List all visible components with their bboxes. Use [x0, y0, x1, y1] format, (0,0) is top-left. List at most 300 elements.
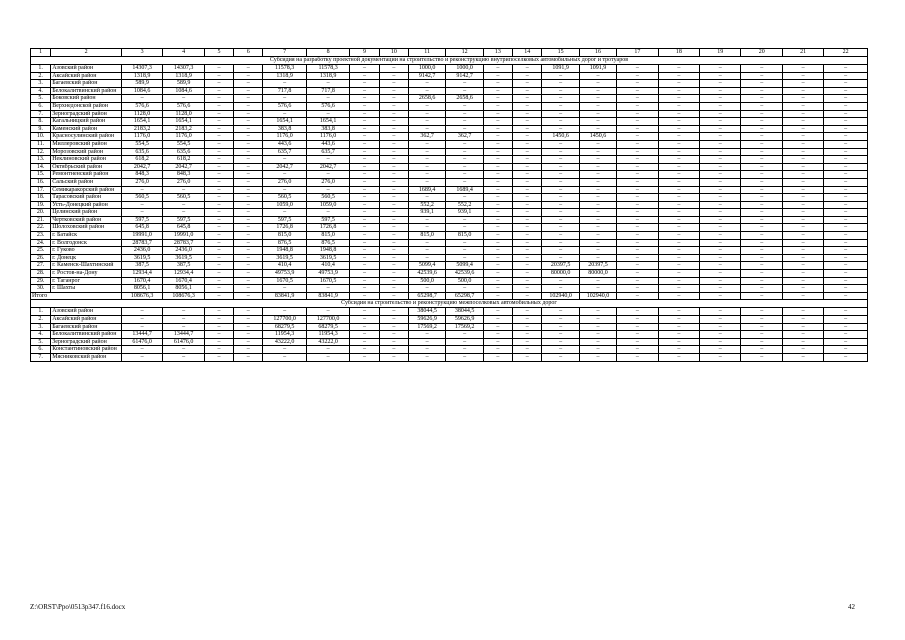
value-cell: – — [483, 102, 512, 110]
value-cell: – — [782, 254, 823, 262]
value-cell: – — [408, 224, 445, 232]
row-number: 8. — [31, 118, 51, 126]
district-name: Чертковский район — [51, 216, 122, 224]
value-cell: – — [234, 87, 263, 95]
value-cell: – — [617, 262, 658, 270]
value-cell: – — [658, 353, 699, 361]
value-cell: – — [741, 216, 782, 224]
value-cell: – — [446, 148, 483, 156]
value-cell: 68279,5 — [306, 323, 349, 331]
value-cell: – — [824, 338, 868, 346]
value-cell: – — [204, 125, 233, 133]
value-cell: 1689,4 — [446, 186, 483, 194]
value-cell: 17569,2 — [446, 323, 483, 331]
value-cell: – — [350, 72, 379, 80]
value-cell: – — [542, 140, 579, 148]
value-cell: – — [163, 346, 204, 354]
value-cell: 9142,7 — [408, 72, 445, 80]
value-cell: – — [658, 239, 699, 247]
value-cell: – — [483, 331, 512, 339]
value-cell: – — [483, 346, 512, 354]
value-cell: – — [379, 133, 408, 141]
value-cell: – — [513, 262, 542, 270]
value-cell: – — [700, 72, 741, 80]
page-number: 42 — [848, 603, 855, 611]
value-cell: – — [700, 80, 741, 88]
value-cell: 2658,6 — [446, 95, 483, 103]
value-cell: – — [513, 201, 542, 209]
value-cell: 443,6 — [306, 140, 349, 148]
value-cell: – — [542, 353, 579, 361]
value-cell: 1670,5 — [263, 277, 306, 285]
table-row — [31, 65, 868, 73]
district-name: Багаевский район — [51, 323, 122, 331]
value-cell: – — [741, 65, 782, 73]
value-cell: 59626,9 — [408, 316, 445, 324]
row-number: 11. — [31, 140, 51, 148]
value-cell: – — [782, 80, 823, 88]
value-cell: – — [542, 148, 579, 156]
value-cell: – — [121, 308, 162, 316]
value-cell: – — [824, 65, 868, 73]
value-cell: – — [379, 186, 408, 194]
value-cell: 19991,0 — [121, 232, 162, 240]
column-number: 1 — [31, 49, 51, 57]
value-cell: – — [483, 216, 512, 224]
value-cell: – — [579, 316, 616, 324]
district-name: Тарасовский район — [51, 194, 122, 202]
table-row — [31, 102, 868, 110]
row-number: 3. — [31, 80, 51, 88]
value-cell: – — [204, 87, 233, 95]
value-cell: – — [234, 156, 263, 164]
value-cell: – — [379, 87, 408, 95]
value-cell: – — [700, 254, 741, 262]
value-cell: – — [234, 262, 263, 270]
value-cell: – — [658, 125, 699, 133]
value-cell: – — [824, 308, 868, 316]
value-cell: – — [542, 338, 579, 346]
value-cell: – — [350, 270, 379, 278]
row-number: 6. — [31, 102, 51, 110]
value-cell: – — [782, 194, 823, 202]
value-cell: – — [234, 110, 263, 118]
column-number: 7 — [263, 49, 306, 57]
value-cell: – — [513, 95, 542, 103]
value-cell: – — [379, 118, 408, 126]
value-cell: – — [263, 209, 306, 217]
district-name: г. Гуково — [51, 247, 122, 255]
value-cell: 1948,8 — [306, 247, 349, 255]
value-cell: – — [204, 224, 233, 232]
value-cell: – — [306, 80, 349, 88]
table-row — [31, 216, 868, 224]
value-cell: – — [379, 346, 408, 354]
value-cell: – — [350, 133, 379, 141]
value-cell: 618,2 — [121, 156, 162, 164]
value-cell: – — [579, 239, 616, 247]
value-cell: 1091,9 — [542, 65, 579, 73]
value-cell: – — [617, 232, 658, 240]
value-cell: 80000,0 — [542, 270, 579, 278]
value-cell: – — [824, 186, 868, 194]
value-cell: 42539,6 — [446, 270, 483, 278]
value-cell: 1318,9 — [121, 72, 162, 80]
value-cell: – — [350, 87, 379, 95]
value-cell: 410,4 — [306, 262, 349, 270]
value-cell: – — [579, 72, 616, 80]
value-cell: – — [234, 171, 263, 179]
value-cell: – — [741, 308, 782, 316]
value-cell: – — [782, 95, 823, 103]
row-number: 27. — [31, 262, 51, 270]
value-cell: – — [741, 316, 782, 324]
value-cell: 80000,0 — [579, 270, 616, 278]
value-cell: – — [379, 308, 408, 316]
value-cell: – — [513, 194, 542, 202]
value-cell: 11578,3 — [263, 65, 306, 73]
value-cell: – — [379, 148, 408, 156]
value-cell: 383,8 — [306, 125, 349, 133]
district-name: Мясниковский район — [51, 353, 122, 361]
value-cell: 848,3 — [121, 171, 162, 179]
value-cell: 383,8 — [263, 125, 306, 133]
value-cell: – — [741, 194, 782, 202]
value-cell: – — [782, 224, 823, 232]
value-cell: – — [234, 346, 263, 354]
total-value: 102940,0 — [579, 292, 616, 300]
value-cell: 42539,6 — [408, 270, 445, 278]
table-row — [31, 72, 868, 80]
value-cell: – — [483, 316, 512, 324]
value-cell: – — [163, 353, 204, 361]
row-number: 2. — [31, 316, 51, 324]
district-name: г. Шахты — [51, 285, 122, 293]
value-cell: – — [408, 118, 445, 126]
value-cell: – — [658, 140, 699, 148]
value-cell: 635,7 — [263, 148, 306, 156]
value-cell: – — [408, 239, 445, 247]
value-cell: – — [542, 308, 579, 316]
value-cell: 552,2 — [408, 201, 445, 209]
value-cell: – — [483, 163, 512, 171]
value-cell: – — [700, 239, 741, 247]
value-cell: – — [483, 247, 512, 255]
value-cell: – — [741, 178, 782, 186]
value-cell: – — [204, 148, 233, 156]
value-cell: – — [617, 125, 658, 133]
value-cell: 2436,0 — [121, 247, 162, 255]
value-cell: – — [379, 247, 408, 255]
value-cell: 1084,6 — [121, 87, 162, 95]
value-cell: – — [263, 95, 306, 103]
value-cell: 560,5 — [306, 194, 349, 202]
value-cell: – — [350, 110, 379, 118]
value-cell: – — [782, 140, 823, 148]
row-number: 29. — [31, 277, 51, 285]
value-cell: – — [542, 254, 579, 262]
value-cell: 19991,0 — [163, 232, 204, 240]
table-row — [31, 186, 868, 194]
value-cell: 17569,2 — [408, 323, 445, 331]
value-cell: – — [379, 163, 408, 171]
value-cell: – — [542, 316, 579, 324]
value-cell: – — [446, 353, 483, 361]
value-cell: – — [542, 163, 579, 171]
value-cell: – — [741, 353, 782, 361]
district-name: Миллеровский район — [51, 140, 122, 148]
column-number: 9 — [350, 49, 379, 57]
value-cell: – — [658, 308, 699, 316]
value-cell: – — [204, 72, 233, 80]
value-cell: 635,7 — [306, 148, 349, 156]
value-cell: – — [782, 156, 823, 164]
value-cell: – — [741, 95, 782, 103]
value-cell: – — [350, 178, 379, 186]
value-cell: – — [204, 239, 233, 247]
value-cell: – — [204, 270, 233, 278]
value-cell: – — [542, 224, 579, 232]
value-cell: – — [446, 338, 483, 346]
value-cell: – — [204, 232, 233, 240]
value-cell: – — [121, 95, 162, 103]
value-cell: – — [824, 148, 868, 156]
value-cell: – — [263, 353, 306, 361]
value-cell: – — [306, 346, 349, 354]
value-cell: – — [617, 194, 658, 202]
district-name: Верхнедонской район — [51, 102, 122, 110]
district-name: Белокалитвинский район — [51, 331, 122, 339]
value-cell: – — [446, 216, 483, 224]
value-cell: – — [700, 316, 741, 324]
value-cell: – — [579, 125, 616, 133]
value-cell: – — [542, 331, 579, 339]
total-value: – — [824, 292, 868, 300]
value-cell: 276,0 — [163, 178, 204, 186]
value-cell: – — [513, 125, 542, 133]
value-cell: – — [782, 308, 823, 316]
value-cell: – — [234, 72, 263, 80]
value-cell: – — [204, 338, 233, 346]
value-cell: 2042,7 — [121, 163, 162, 171]
value-cell: – — [579, 118, 616, 126]
value-cell: – — [379, 277, 408, 285]
row-number: 15. — [31, 171, 51, 179]
value-cell: – — [782, 201, 823, 209]
value-cell: – — [513, 178, 542, 186]
value-cell: – — [306, 156, 349, 164]
value-cell: 43222,0 — [306, 338, 349, 346]
value-cell: – — [542, 95, 579, 103]
district-name: Семикаракорский район — [51, 186, 122, 194]
value-cell: – — [483, 118, 512, 126]
value-cell: – — [234, 148, 263, 156]
value-cell: – — [513, 209, 542, 217]
value-cell: – — [824, 133, 868, 141]
value-cell: – — [204, 194, 233, 202]
value-cell: – — [379, 316, 408, 324]
value-cell: – — [163, 209, 204, 217]
value-cell: – — [782, 72, 823, 80]
value-cell: – — [741, 254, 782, 262]
value-cell: – — [824, 270, 868, 278]
value-cell: – — [121, 201, 162, 209]
table-row — [31, 178, 868, 186]
value-cell: – — [824, 209, 868, 217]
value-cell: – — [163, 186, 204, 194]
value-cell: – — [782, 323, 823, 331]
value-cell: – — [617, 118, 658, 126]
value-cell: – — [579, 331, 616, 339]
value-cell: – — [782, 216, 823, 224]
value-cell: – — [408, 163, 445, 171]
row-number: 3. — [31, 323, 51, 331]
value-cell: – — [379, 224, 408, 232]
value-cell: – — [234, 133, 263, 141]
value-cell: 28783,7 — [121, 239, 162, 247]
district-name: Усть-Донецкий район — [51, 201, 122, 209]
value-cell: – — [542, 110, 579, 118]
value-cell: – — [306, 110, 349, 118]
column-number: 13 — [483, 49, 512, 57]
value-cell: 939,1 — [408, 209, 445, 217]
column-number: 20 — [741, 49, 782, 57]
column-number: 15 — [542, 49, 579, 57]
row-number: 24. — [31, 239, 51, 247]
value-cell: – — [741, 346, 782, 354]
value-cell: 12934,4 — [163, 270, 204, 278]
value-cell: 1654,1 — [263, 118, 306, 126]
total-value: – — [741, 292, 782, 300]
value-cell: 11954,3 — [263, 331, 306, 339]
value-cell: – — [234, 163, 263, 171]
value-cell: – — [579, 194, 616, 202]
value-cell: – — [579, 232, 616, 240]
section-title-row — [31, 300, 868, 308]
value-cell: – — [513, 353, 542, 361]
value-cell: 2658,6 — [408, 95, 445, 103]
subsidy-table — [30, 48, 868, 362]
value-cell: – — [741, 163, 782, 171]
value-cell: – — [824, 178, 868, 186]
value-cell: – — [408, 87, 445, 95]
value-cell: – — [483, 87, 512, 95]
district-name: Морозовский район — [51, 148, 122, 156]
table-row — [31, 270, 868, 278]
value-cell: – — [350, 118, 379, 126]
value-cell: – — [741, 110, 782, 118]
budget-table-sheet — [30, 48, 868, 362]
value-cell: – — [234, 338, 263, 346]
value-cell: – — [824, 232, 868, 240]
value-cell: – — [658, 133, 699, 141]
value-cell: – — [408, 254, 445, 262]
value-cell: – — [513, 216, 542, 224]
district-name: Азовский район — [51, 308, 122, 316]
value-cell: – — [741, 72, 782, 80]
district-name: Аксайский район — [51, 316, 122, 324]
value-cell: – — [782, 338, 823, 346]
value-cell: – — [483, 156, 512, 164]
value-cell: 3619,5 — [163, 254, 204, 262]
table-row — [31, 232, 868, 240]
value-cell: – — [579, 171, 616, 179]
value-cell: – — [234, 118, 263, 126]
value-cell: – — [263, 80, 306, 88]
value-cell: 410,4 — [263, 262, 306, 270]
value-cell: – — [379, 80, 408, 88]
value-cell: – — [782, 353, 823, 361]
value-cell: – — [306, 209, 349, 217]
value-cell: – — [379, 338, 408, 346]
value-cell: – — [579, 80, 616, 88]
value-cell: – — [513, 239, 542, 247]
value-cell: – — [741, 156, 782, 164]
row-number: 19. — [31, 201, 51, 209]
value-cell: – — [446, 156, 483, 164]
value-cell: – — [408, 171, 445, 179]
value-cell: – — [824, 156, 868, 164]
value-cell: – — [513, 118, 542, 126]
value-cell: – — [234, 308, 263, 316]
total-row — [31, 292, 868, 300]
row-number: 17. — [31, 186, 51, 194]
value-cell: – — [700, 110, 741, 118]
value-cell: – — [379, 194, 408, 202]
value-cell: – — [306, 353, 349, 361]
column-number: 6 — [234, 49, 263, 57]
value-cell: – — [204, 353, 233, 361]
value-cell: – — [483, 232, 512, 240]
value-cell: – — [741, 87, 782, 95]
value-cell: – — [513, 232, 542, 240]
value-cell: – — [446, 178, 483, 186]
value-cell: – — [658, 87, 699, 95]
value-cell: – — [579, 308, 616, 316]
row-number: 7. — [31, 110, 51, 118]
value-cell: 576,6 — [121, 102, 162, 110]
value-cell: – — [658, 118, 699, 126]
value-cell: – — [658, 323, 699, 331]
value-cell: – — [483, 338, 512, 346]
total-value: 102940,0 — [542, 292, 579, 300]
table-row — [31, 194, 868, 202]
value-cell: – — [350, 224, 379, 232]
value-cell: – — [446, 140, 483, 148]
value-cell: – — [617, 308, 658, 316]
value-cell: – — [542, 186, 579, 194]
value-cell: 20397,5 — [579, 262, 616, 270]
district-name: г. Батайск — [51, 232, 122, 240]
total-value: – — [782, 292, 823, 300]
value-cell: – — [446, 346, 483, 354]
value-cell: – — [617, 186, 658, 194]
value-cell: – — [579, 148, 616, 156]
total-value: 65298,7 — [446, 292, 483, 300]
row-number: 12. — [31, 148, 51, 156]
value-cell: – — [782, 209, 823, 217]
value-cell: – — [658, 163, 699, 171]
value-cell: – — [824, 277, 868, 285]
value-cell: – — [617, 156, 658, 164]
value-cell: – — [379, 171, 408, 179]
value-cell: – — [408, 80, 445, 88]
value-cell: – — [483, 110, 512, 118]
value-cell: – — [617, 270, 658, 278]
value-cell: 14307,3 — [163, 65, 204, 73]
value-cell: 61476,0 — [121, 338, 162, 346]
total-value: 83841,9 — [306, 292, 349, 300]
